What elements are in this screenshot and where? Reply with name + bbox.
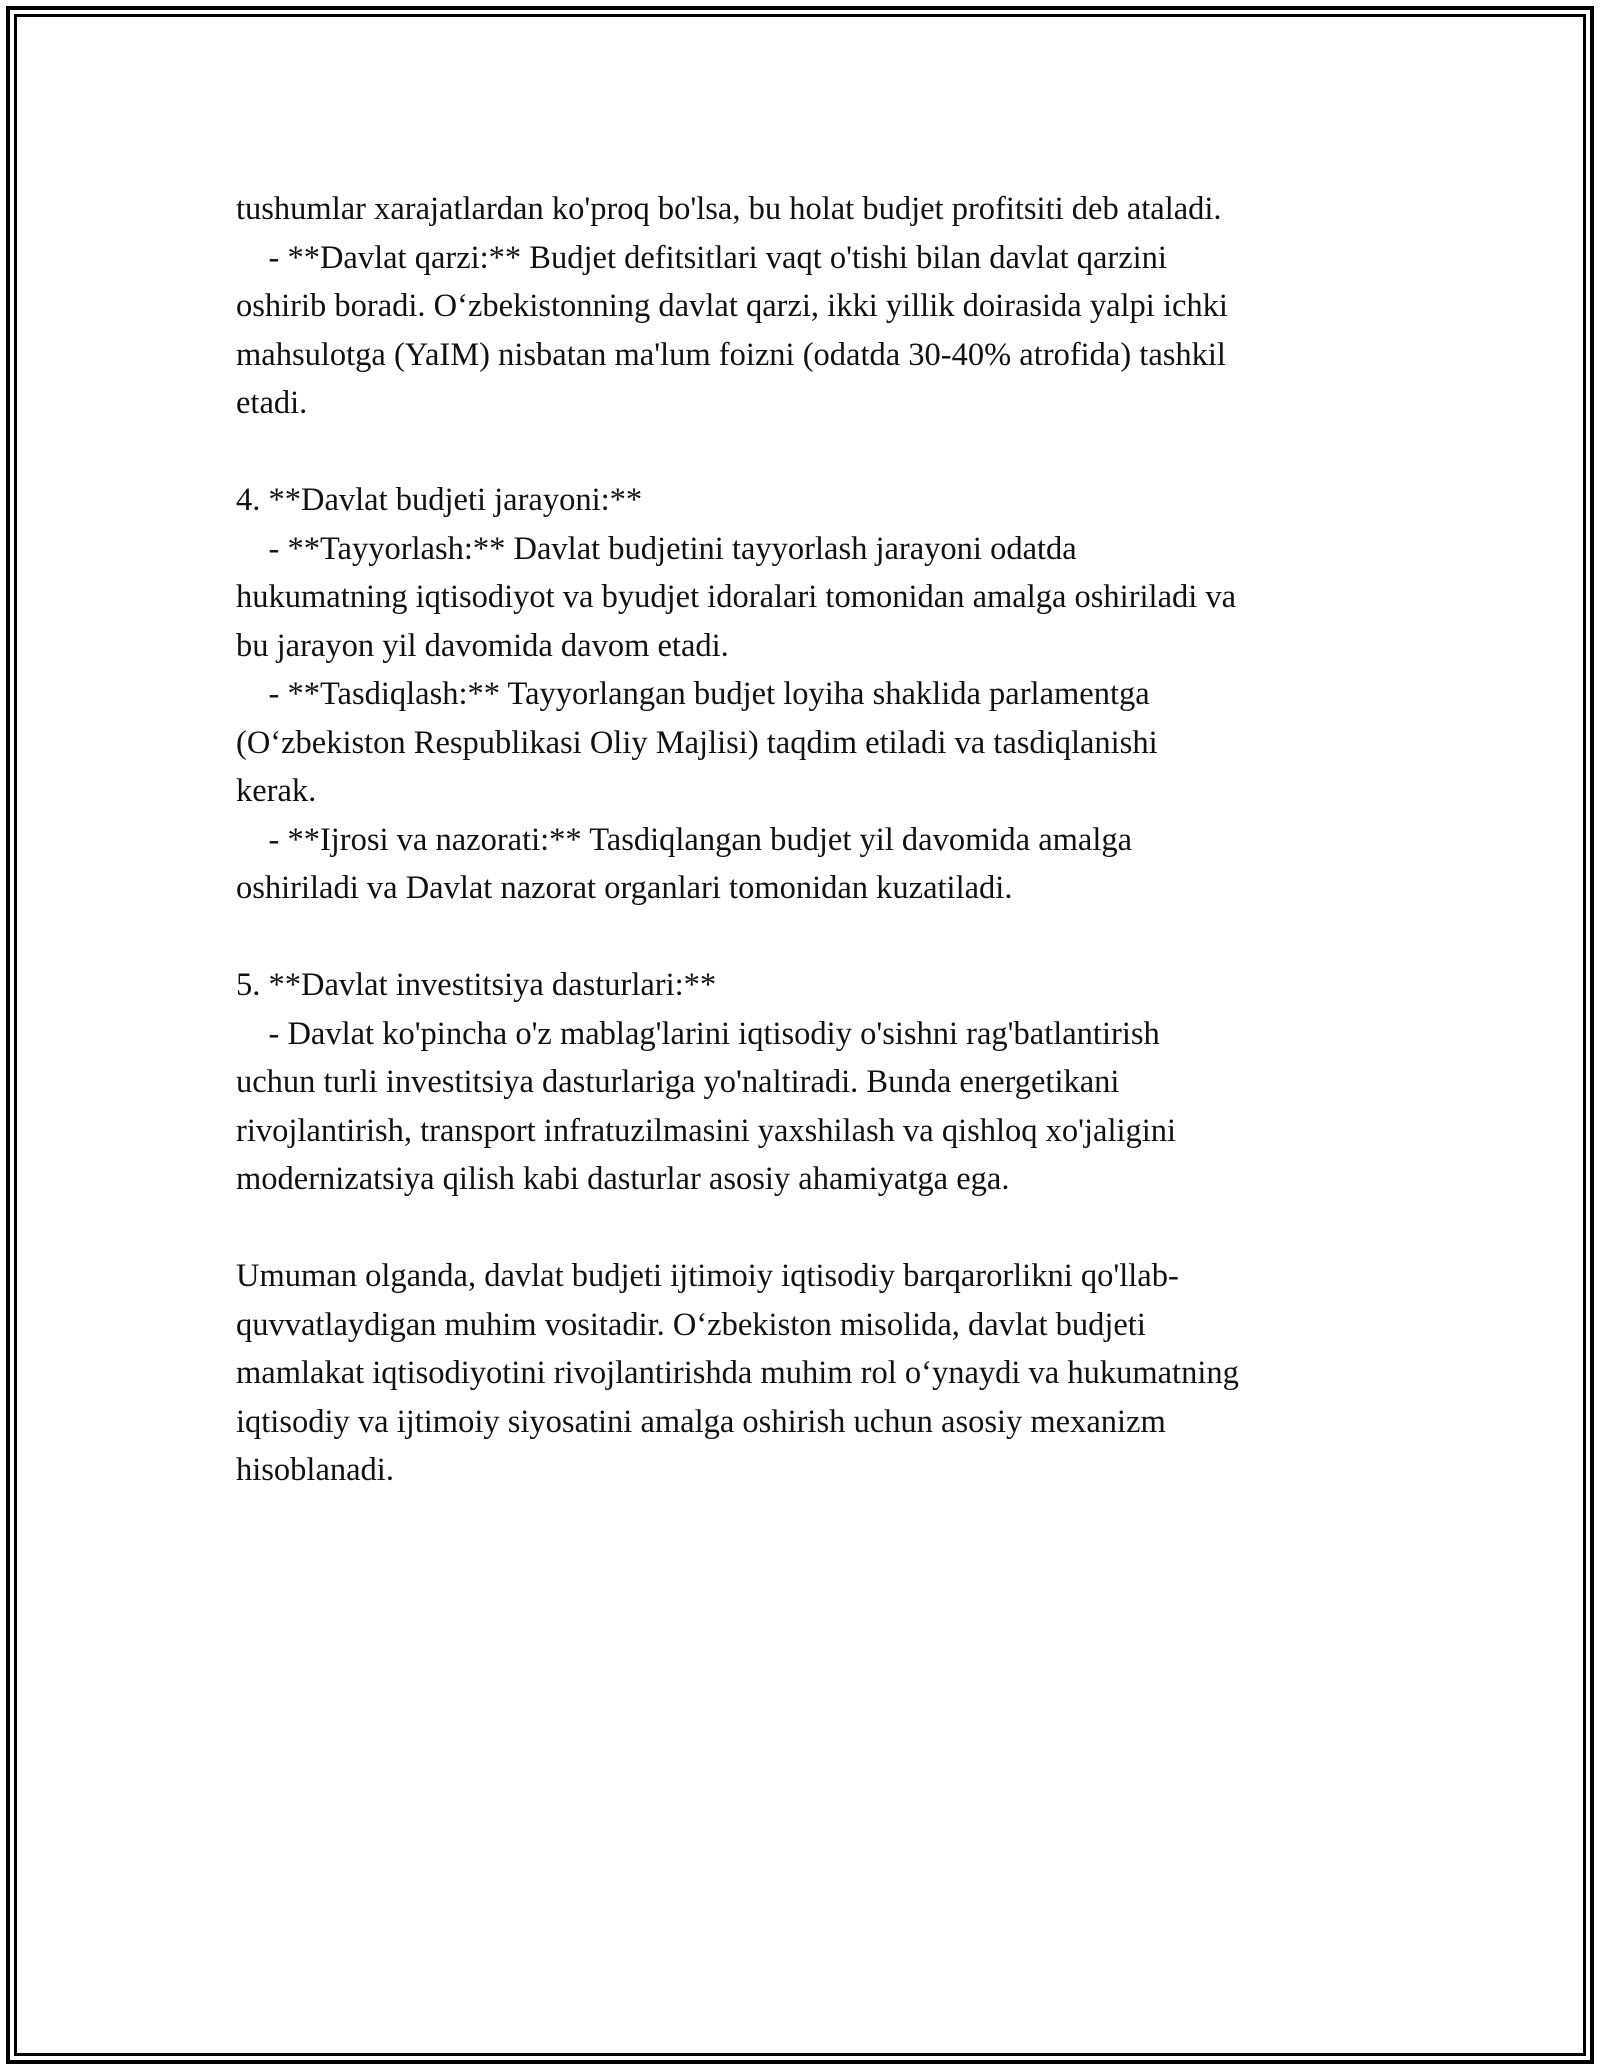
text-line: modernizatsiya qilish kabi dasturlar asosiy ahamiyatga ega. <box>236 1161 1010 1197</box>
text-line: - **Tasdiqlash:** Tayyorlangan budjet loyiha shaklida parlamentga <box>236 676 1150 712</box>
text-line: tushumlar xarajatlardan ko'proq bo'lsa, bu holat budjet profitsiti deb ataladi. <box>236 191 1222 227</box>
blank-line <box>236 428 1376 477</box>
text-line: Umuman olganda, davlat budjeti ijtimoiy iqtisodiy barqarorlikni qo'llab- <box>236 1258 1179 1294</box>
blank-line <box>236 1204 1376 1253</box>
text-line: iqtisodiy va ijtimoiy siyosatini amalga oshirish uchun asosiy mexanizm <box>236 1403 1166 1440</box>
text-line: etadi. <box>236 385 308 421</box>
text-line: mamlakat iqtisodiyotini rivojlantirishda muhim rol o‘ynaydi va hukumatning <box>236 1355 1239 1391</box>
text-line: uchun turli investitsiya dasturlariga yo'naltiradi. Bunda energetikani <box>236 1064 1120 1100</box>
text-line: kerak. <box>236 773 317 809</box>
text-line: rivojlantirish, transport infratuzilmasini yaxshilash va qishloq xo'jaligini <box>236 1112 1177 1149</box>
text-line: - **Ijrosi va nazorati:** Tasdiqlangan budjet yil davomida amalga <box>236 821 1133 858</box>
text-line: bu jarayon yil davomida davom etadi. <box>236 627 729 664</box>
text-line: hukumatning iqtisodiyot va byudjet idoralari tomonidan amalga oshiriladi va <box>236 579 1237 615</box>
text-line: mahsulotga (YaIM) nisbatan ma'lum foizni (odatda 30-40% atrofida) tashkil <box>236 336 1226 373</box>
text-line: hisoblanadi. <box>236 1452 394 1488</box>
text-line: (O‘zbekiston Respublikasi Oliy Majlisi) taqdim etiladi va tasdiqlanishi <box>236 724 1158 761</box>
section-heading: 4. **Davlat budjeti jarayoni:** <box>236 482 643 518</box>
text-line: quvvatlaydigan muhim vositadir. O‘zbekiston misolida, davlat budjeti <box>236 1306 1146 1343</box>
blank-line <box>236 913 1376 962</box>
text-line: - Davlat ko'pincha o'z mablag'larini iqtisodiy o'sishni rag'batlantirish <box>236 1015 1160 1052</box>
text-line: - **Davlat qarzi:** Budjet defitsitlari vaqt o'tishi bilan davlat qarzini <box>236 239 1167 276</box>
section-heading: 5. **Davlat investitsiya dasturlari:** <box>236 967 717 1003</box>
text-line: - **Tayyorlash:** Davlat budjetini tayyorlash jarayoni odatda <box>236 530 1077 567</box>
text-line: oshiriladi va Davlat nazorat organlari tomonidan kuzatiladi. <box>236 870 1013 906</box>
text-line: oshirib boradi. O‘zbekistonning davlat qarzi, ikki yillik doirasida yalpi ichki <box>236 288 1228 324</box>
document-body <box>236 185 1376 1495</box>
